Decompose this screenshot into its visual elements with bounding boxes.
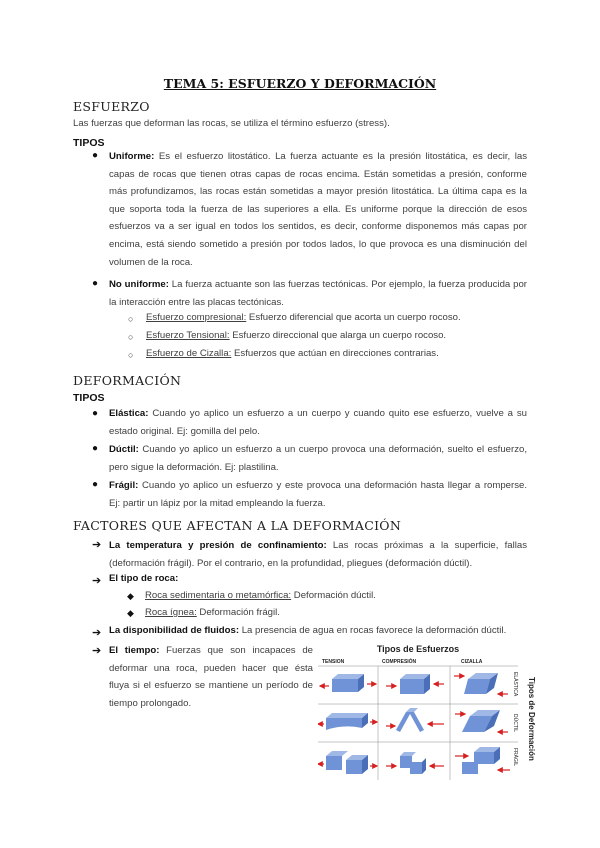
sub-desc: Esfuerzo diferencial que acorta un cuerpo rocoso.	[246, 312, 461, 323]
roca-ign-term: Roca ígnea:	[145, 607, 197, 618]
tiempo-label: El tiempo:	[109, 645, 160, 656]
uniforme-paragraph	[109, 148, 527, 271]
roca-sedimentaria-line	[145, 590, 376, 601]
circle-bullet-icon: ○	[128, 332, 134, 342]
section-heading-esfuerzo: ESFUERZO	[73, 99, 150, 114]
fluidos-line	[109, 625, 506, 636]
sub-desc: Esfuerzos que actúan en direcciones contrarias.	[231, 348, 439, 359]
fragil-paragraph	[109, 477, 527, 512]
fragil-text: Cuando yo aplico un esfuerzo y este provoca una deformación hasta llegar a romperse. Ej: partir un lápiz por la mitad empleando la fuerza.	[109, 480, 527, 509]
page-title: TEMA 5: ESFUERZO Y DEFORMACIÓN	[163, 76, 437, 91]
sub-desc: Esfuerzo direccional que alarga un cuerpo rocoso.	[229, 330, 447, 341]
bullet-icon: ●	[92, 408, 99, 419]
sub-item-tensional	[146, 330, 446, 341]
sub-term: Esfuerzo Tensional:	[146, 330, 230, 341]
section-heading-deformacion: DEFORMACIÓN	[73, 373, 182, 388]
cube-tension-elastica	[320, 674, 376, 692]
roca-ignea-line	[145, 607, 280, 618]
temperatura-text: Las rocas próximas a la superficie, fallas (deformación frágil). Por el contrario, en la profundidad, pliegues (deformación dúctil).	[109, 540, 527, 569]
tipo-roca-label: El tipo de roca:	[109, 573, 179, 584]
fluidos-text: La presencia de agua en rocas favorece la deformación dúctil.	[239, 625, 507, 636]
deformacion-tipos-label: TIPOS	[73, 392, 105, 404]
bullet-icon: ●	[92, 443, 99, 454]
bullet-icon: ●	[92, 479, 99, 490]
row-label-ductil: DÚCTIL	[512, 714, 518, 733]
column-label-compresion: COMPRESIÓN	[382, 659, 417, 665]
esfuerzo-tipos-label: TIPOS	[73, 137, 105, 149]
roca-sed-desc: Deformación dúctil.	[291, 590, 376, 601]
circle-bullet-icon: ○	[128, 350, 134, 360]
temperatura-paragraph	[109, 537, 527, 572]
uniforme-label: Uniforme:	[109, 151, 155, 162]
no-uniforme-label: No uniforme:	[109, 279, 169, 290]
column-label-tension: TENSION	[322, 659, 345, 665]
fragil-label: Frágil:	[109, 480, 139, 491]
cube-cizalla-ductil	[455, 710, 508, 732]
diamond-bullet-icon: ◆	[127, 591, 134, 601]
stress-types-figure	[318, 644, 538, 780]
cube-tension-fragil	[318, 751, 377, 774]
temperatura-label: La temperatura y presión de confinamiento:	[109, 540, 327, 551]
column-label-cizalla: CIZALLA	[461, 659, 483, 665]
uniforme-text: Es el esfuerzo litostático. La fuerza actuante es la presión litostática, es decir, las capas de rocas que tienen otras capas de rocas encima. Están sometidas a presión, conforme más profundizamos, las rocas están sometidas a mayor presión litostática. La última capa es la que soporta toda la fuerza de las superiores a ella. Es uniforme porque la dirección de esos esfuerzos va a ser igual en todos los sentidos, es decir, conforme disponemos más capas por encima, está siendo sometido a presión por todos lados, lo que provoca es una disminución del volumen de la roca.	[109, 151, 527, 268]
sub-term: Esfuerzo de Cizalla:	[146, 348, 232, 359]
bullet-icon: ●	[92, 150, 99, 161]
section-heading-factores: FACTORES QUE AFECTAN A LA DEFORMACIÓN	[73, 518, 402, 533]
circle-bullet-icon: ○	[128, 314, 134, 324]
tiempo-text: Fuerzas que son incapaces de deformar una roca, pueden hacer que ésta fluya si el esfuerzo se mantiene un período de tiempo prolongado.	[109, 645, 313, 709]
arrow-right-icon: ➔	[92, 645, 102, 657]
diamond-bullet-icon: ◆	[127, 608, 134, 618]
figure-diagram	[318, 644, 518, 780]
ductil-label: Dúctil:	[109, 444, 139, 455]
roca-ign-desc: Deformación frágil.	[196, 607, 280, 618]
figure-title: Tipos de Esfuerzos	[376, 644, 460, 654]
sub-item-compresional	[146, 312, 461, 323]
ductil-paragraph	[109, 441, 527, 476]
cube-compresion-ductil	[386, 708, 444, 732]
roca-sed-term: Roca sedimentaria o metamórfica:	[145, 590, 292, 601]
cube-cizalla-elastica	[454, 673, 508, 694]
bullet-icon: ●	[92, 278, 99, 289]
sub-term: Esfuerzo compresional:	[146, 312, 247, 323]
cube-compresion-fragil	[386, 752, 444, 774]
no-uniforme-paragraph	[109, 276, 527, 311]
cube-compresion-elastica	[386, 674, 444, 694]
esfuerzo-intro: Las fuerzas que deforman las rocas, se utiliza el término esfuerzo (stress).	[73, 118, 390, 129]
ductil-text: Cuando yo aplico un esfuerzo a un cuerpo provoca una deformación, suelto el esfuerzo, pero sigue la deformación. Ej: plastilina.	[109, 444, 527, 473]
figure-side-title: Tipos de Deformación	[527, 677, 536, 761]
cube-tension-ductil	[318, 713, 377, 730]
cube-cizalla-fragil	[455, 747, 510, 774]
elastica-text: Cuando yo aplico un esfuerzo a un cuerpo y cuando quito ese esfuerzo, vuelve a su estado original. Ej: gomilla del pelo.	[109, 408, 527, 437]
fluidos-label: La disponibilidad de fluidos:	[109, 625, 240, 636]
elastica-paragraph	[109, 405, 527, 440]
no-uniforme-text: La fuerza actuante son las fuerzas tectónicas. Por ejemplo, la fuerza producida por la interacción entre las placas tectónicas.	[109, 279, 527, 308]
arrow-right-icon: ➔	[92, 539, 102, 551]
row-label-elastica: ELÁSTICA	[512, 672, 518, 697]
tipo-roca-line	[109, 573, 178, 584]
row-label-fragil: FRÁGIL	[512, 748, 518, 767]
tiempo-paragraph	[109, 642, 313, 712]
elastica-label: Elástica:	[109, 408, 149, 419]
sub-item-cizalla	[146, 348, 439, 359]
arrow-right-icon: ➔	[92, 627, 102, 639]
arrow-right-icon: ➔	[92, 575, 102, 587]
